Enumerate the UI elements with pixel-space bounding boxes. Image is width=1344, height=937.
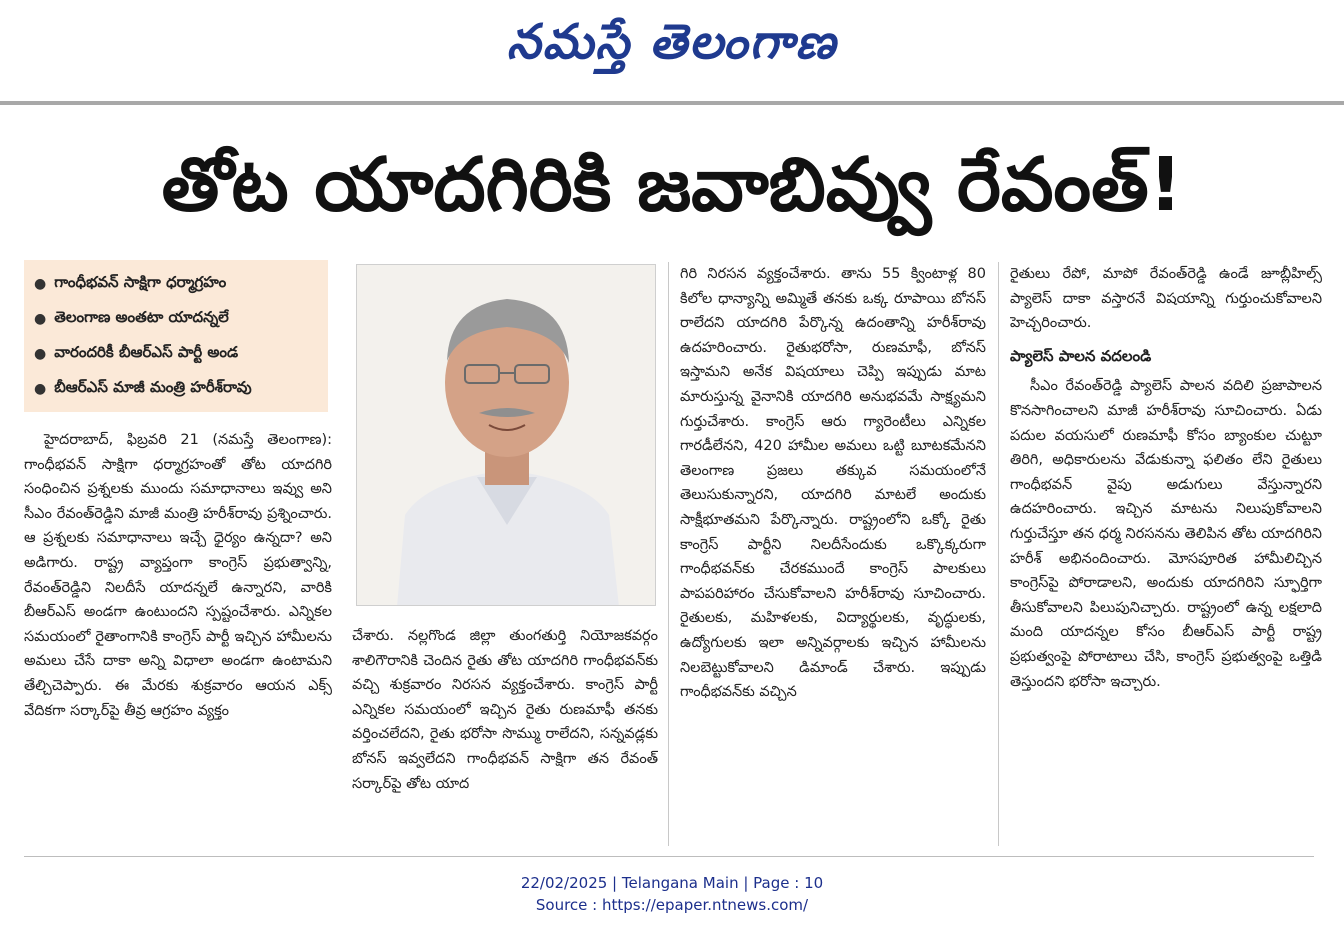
highlight-item (34, 371, 320, 406)
article-paragraph: చేశారు. నల్లగొండ జిల్లా తుంగతుర్తి నియోజకవర్గం శాలిగౌరానికి చెందిన రైతు తోట యాదగిరి గాంధీభవన్‌కు వచ్చి శుక్రవారం నిరసన వ్యక్తంచేశారు. కాంగ్రెస్ పార్టీ ఎన్నికల సమయంలో ఇచ్చిన రైతు రుణమాఫీ తనకు వర్తించలేదని, రైతు భరోసా సొమ్ము రాలేదని, సన్నవడ్లకు బోనస్ ఇవ్వలేదని గాంధీభవన్ సాక్షిగా తన రేవంత్ సర్కార్‌పై తోట యాద (352, 628, 658, 792)
bullet-icon: ● (34, 310, 47, 327)
article-paragraph: గిరి నిరసన వ్యక్తంచేశారు. తాను 55 క్వింటాళ్ల 80 కిలోల ధాన్యాన్ని అమ్మితే తనకు ఒక్క రూపాయి బోనస్ రాలేదని యాదగిరి పేర్కొన్న ఉదంతాన్ని హరీశ్‌రావు ఉదహరించారు. రైతుభరోసా, రుణమాఫీ, బోనస్ ఇస్తామని అనేక విషయాలు చెప్పి ఇప్పుడు మాట మారుస్తున్న వైనానికి యాదగిరి అనుభవమే సాక్ష్యమని గుర్తుచేశారు. కాంగ్రెస్ ఆరు గ్యారెంటీలు ఎన్నికల గారడీలేనని, 420 హామీల అమలు ఒట్టి బూటకమేనని తెలంగాణ ప్రజలు తక్కువ సమయంలోనే తెలుసుకున్నారని, యాదగిరి మాటలే అందుకు సాక్షీభూతమని పేర్కొన్నారు. రాష్ట్రంలోని ఒక్కో రైతు కాంగ్రెస్ పార్టీని నిలదీసేందుకు ఒక్కొక్కరుగా గాంధీభవన్‌కు చేరకముందే కాంగ్రెస్ పాలకులు పాపపరిహారం చేసుకోవాలని హరీశ్‌రావు సూచించారు. రైతులకు, మహిళలకు, విద్యార్థులకు, వృద్ధులకు, ఉద్యోగులకు ఇలా అన్నివర్గాలకు ఇచ్చిన హామీలను నిలబెట్టుకోవాలని డిమాండ్ చేశారు. ఇప్పుడు గాంధీభవన్‌కు వచ్చిన (680, 266, 986, 701)
article-headline: తోట యాదగిరికి జవాబివ్వు రేవంత్! (161, 142, 1183, 228)
article-photo (356, 264, 656, 606)
footer-divider (24, 856, 1314, 857)
source-link[interactable]: Source : https://epaper.ntnews.com/ (535, 896, 809, 914)
masthead (0, 0, 1344, 104)
highlight-item (34, 301, 320, 336)
highlight-text: వారందరికీ బీఆర్ఎస్ పార్టీ అండ (54, 342, 239, 361)
article-paragraph: సీఎం రేవంత్‌రెడ్డి ప్యాలెస్ పాలన వదిలి ప్రజాపాలన కొనసాగించాలని మాజీ హరీశ్‌రావు సూచించారు. ఏడు పదుల వయసులో రుణమాఫీ కోసం బ్యాంకుల చుట్టూ తిరిగి, అధికారులను వేడుకున్నా ఫలితం లేని రైతులు గాంధీభవన్ వైపు అడుగులు వేస్తున్నారని ఉదహరించారు. ఇచ్చిన మాటను నిలుపుకోవాలని గుర్తుచేస్తూ తన ధర్మ నిరసనను తెలిపిన తోట యాదగిరిని హరీశ్ అభినందించారు. మోసపూరిత హామీలిచ్చిన కాంగ్రెస్‌పై పోరాడాలని, అందుకు యాదగిరిని స్ఫూర్తిగా తీసుకోవాలని పిలుపునిచ్చారు. రాష్ట్రంలో ఉన్న లక్షలాది మంది యాదన్నల కోసం బీఆర్ఎస్ పార్టీ రాష్ట్ర ప్రభుత్వంపై పోరాటాలు చేసి, కాంగ్రెస్ ప్రభుత్వంపై ఒత్తిడి తెస్తుందని భరోసా ఇచ్చారు. (1010, 378, 1322, 690)
column-divider (668, 262, 669, 846)
article-paragraph: రైతులు రేపో, మాపో రేవంత్‌రెడ్డి ఉండే జూబ్లీహిల్స్ ప్యాలెస్ దాకా వస్తారనే విషయాన్ని గుర్తుంచుకోవాలని హెచ్చరించారు. (1010, 266, 1322, 332)
bullet-icon: ● (34, 275, 47, 292)
article-column-3 (680, 262, 986, 846)
portrait-illustration (357, 265, 656, 606)
highlight-item (34, 336, 320, 371)
bullet-icon: ● (34, 380, 47, 397)
bullet-icon: ● (34, 345, 47, 362)
newspaper-logo: నమస్తే తెలంగాణ (506, 14, 838, 70)
article-column-1 (24, 428, 332, 846)
article-paragraph: హైదరాబాద్, ఫిబ్రవరి 21 (నమస్తే తెలంగాణ): గాంధీభవన్ సాక్షిగా ధర్మాగ్రహంతో తోట యాదగిరి సంధించిన ప్రశ్నలకు ముందు సమాధానాలు ఇవ్వు అని సీఎం రేవంత్‌రెడ్డిని మాజీ మంత్రి హరీశ్‌రావు ప్రశ్నించారు. ఆ ప్రశ్నలకు సమాధానాలు ఇచ్చే ధైర్యం ఉన్నదా? అని అడిగారు. రాష్ట్ర వ్యాప్తంగా కాంగ్రెస్ ప్రభుత్వాన్ని, రేవంత్‌రెడ్డిని నిలదీసే యాదన్నలే ఉన్నారని, వారికి బీఆర్ఎస్ అండగా ఉంటుందని స్పష్టంచేశారు. ఎన్నికల సమయంలో రైతాంగానికి కాంగ్రెస్ పార్టీ ఇచ్చిన హామీలను అమలు చేసే దాకా అన్ని విధాలా అండగా ఉంటామని తేల్చిచెప్పారు. ఈ మేరకు శుక్రవారం ఆయన ఎక్స్ వేదికగా సర్కార్‌పై తీవ్ర ఆగ్రహం వ్యక్తం (24, 432, 332, 719)
page-footer (0, 872, 1344, 916)
highlight-text: తెలంగాణ అంతటా యాదన్నలే (54, 307, 229, 326)
highlight-text: బీఆర్ఎస్ మాజీ మంత్రి హరీశ్‌రావు (54, 377, 252, 396)
highlight-text: గాంధీభవన్ సాక్షిగా ధర్మాగ్రహం (54, 272, 227, 291)
article-subheading: ప్యాలెస్ పాలన వదలండి (1010, 346, 1152, 365)
highlight-item (34, 266, 320, 301)
article-column-4 (1010, 262, 1322, 846)
highlights-box (24, 260, 328, 412)
edition-info: 22/02/2025 | Telangana Main | Page : 10 (520, 874, 824, 892)
masthead-divider (0, 101, 1344, 105)
column-divider (998, 262, 999, 846)
article-column-2 (352, 624, 658, 846)
